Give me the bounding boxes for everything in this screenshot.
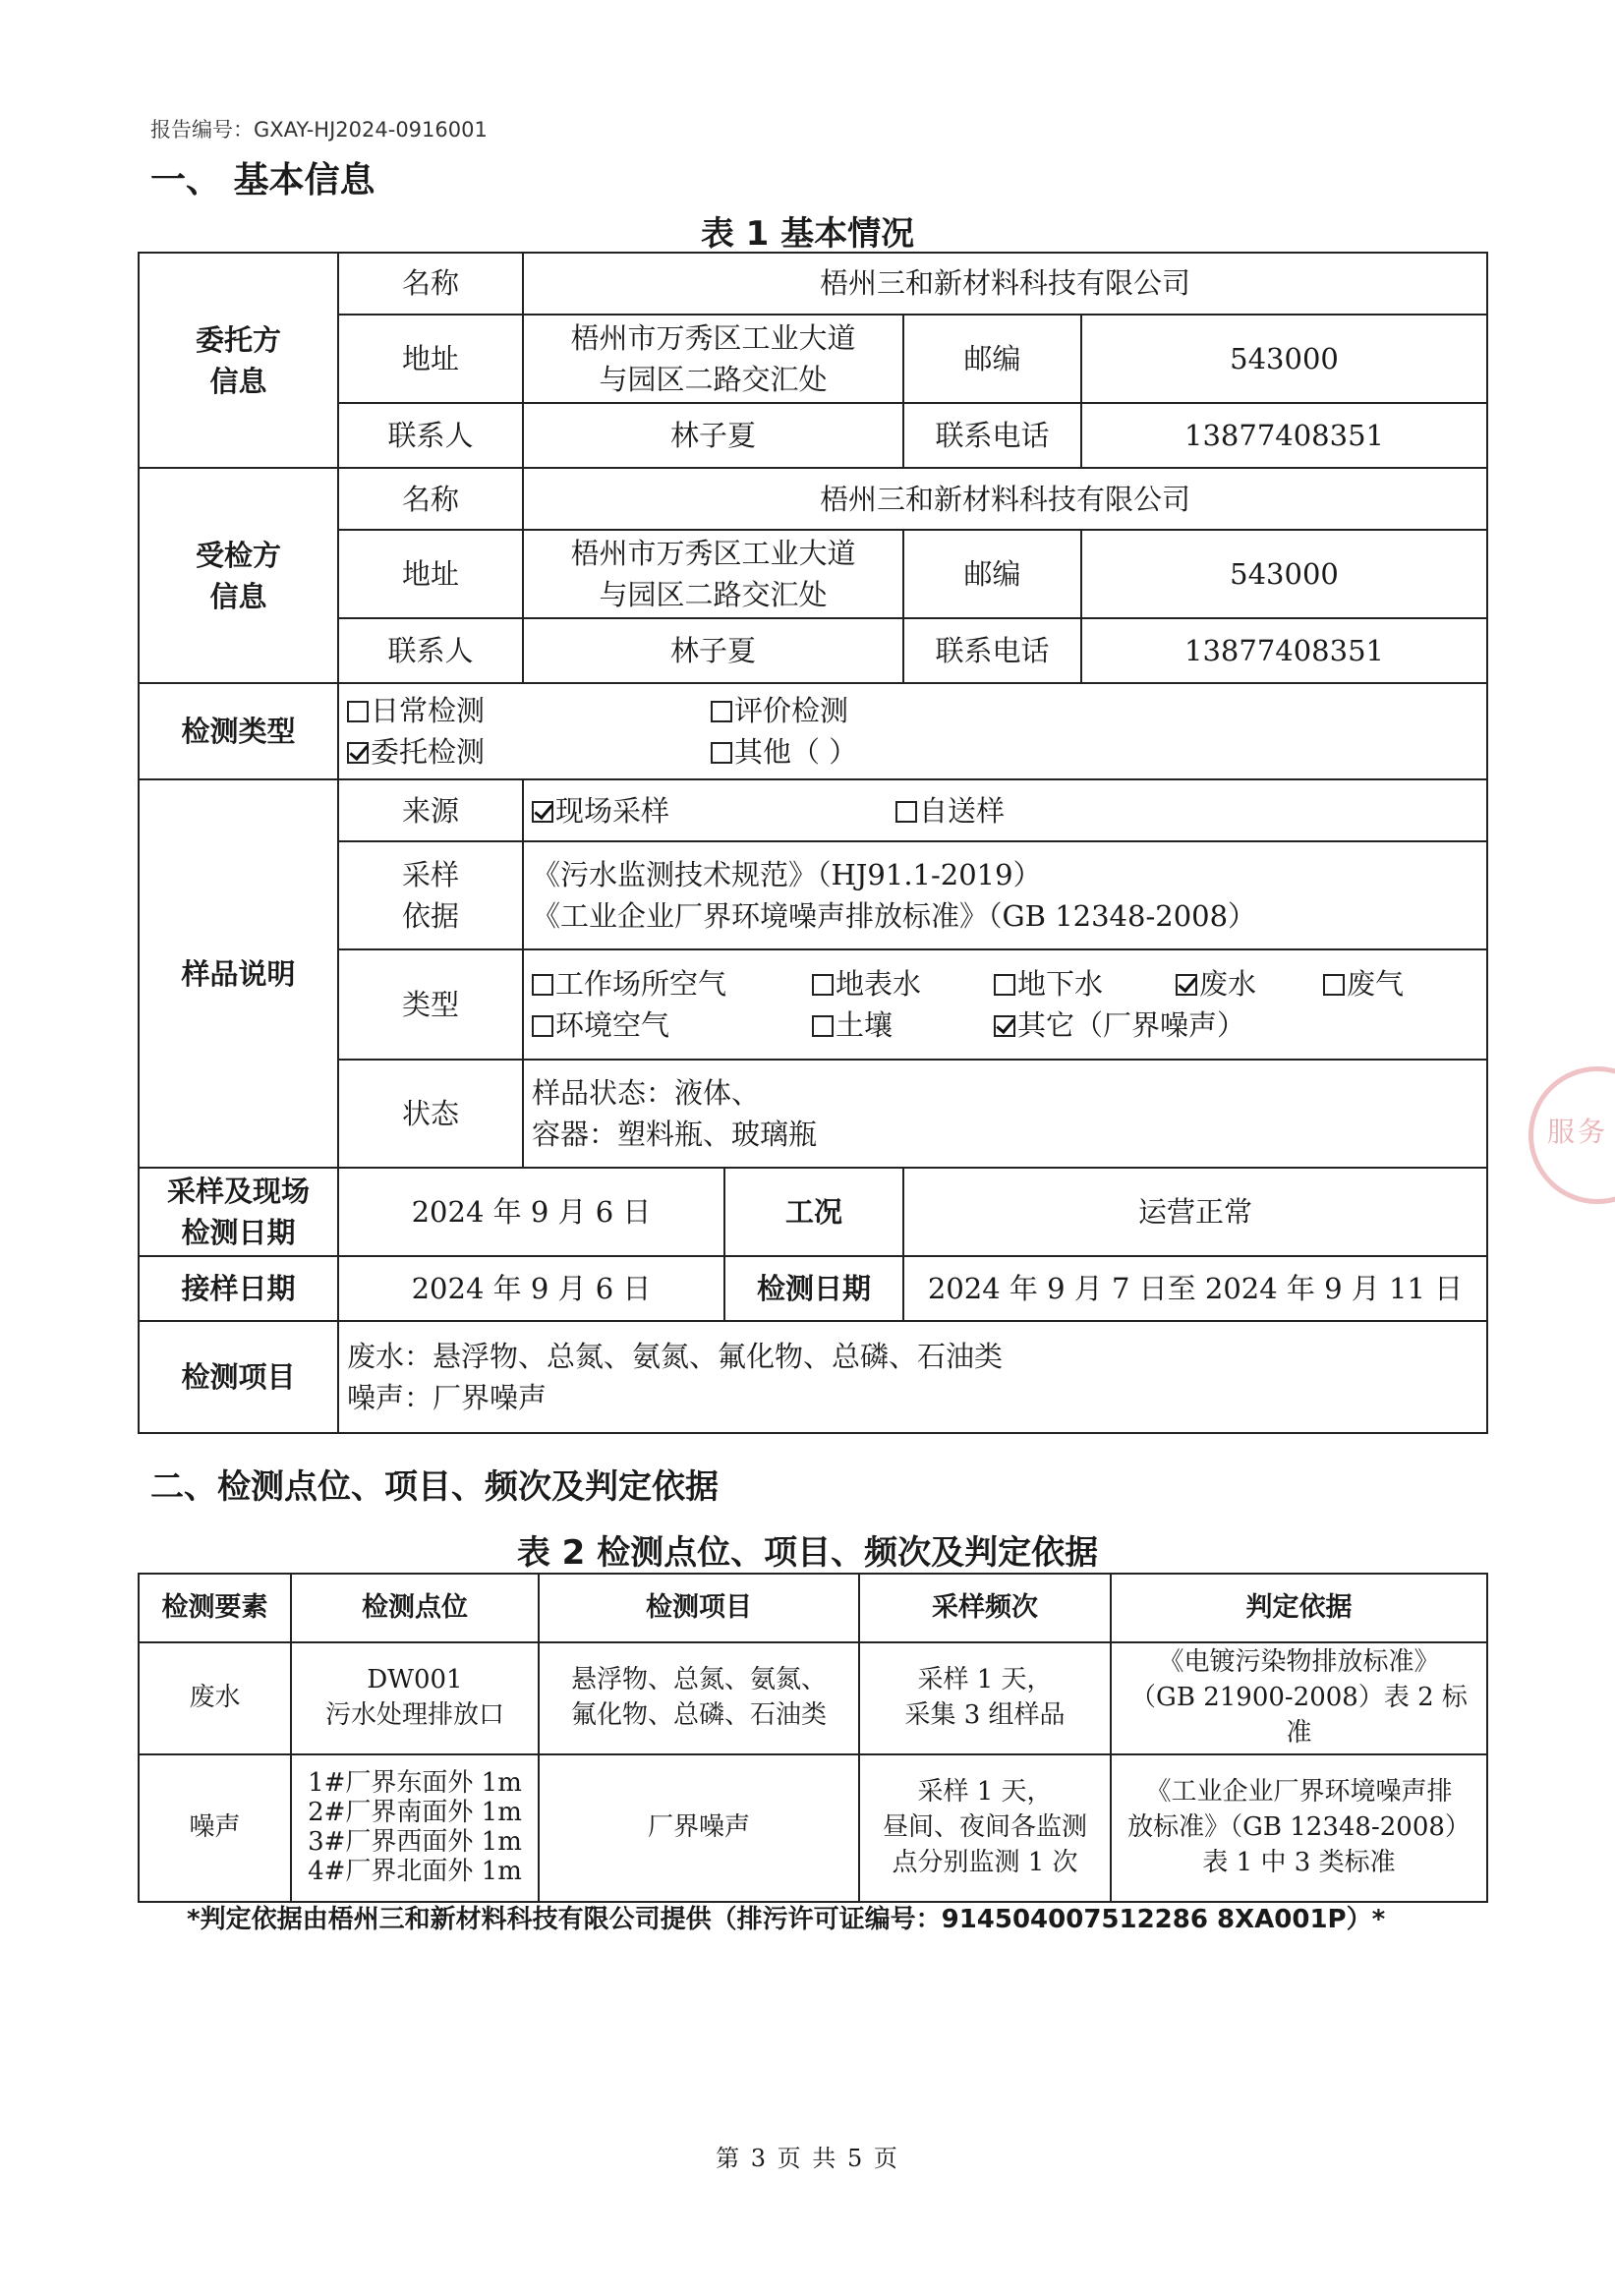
checkbox-icon — [994, 974, 1015, 996]
inspected-phone: 13877408351 — [1081, 618, 1487, 683]
type-option[interactable]: 土壤 — [812, 1004, 994, 1046]
checkbox-icon — [347, 742, 369, 764]
type-option[interactable]: 工作场所空气 — [532, 963, 812, 1004]
basis-cell: 《电镀污染物排放标准》 （GB 21900-2008）表 2 标准 — [1111, 1642, 1487, 1754]
sampling-date: 2024 年 9 月 6 日 — [338, 1168, 724, 1256]
element-cell: 噪声 — [139, 1754, 291, 1902]
report-number: 报告编号：GXAY-HJ2024-0916001 — [150, 118, 488, 142]
inspected-addr-label: 地址 — [338, 530, 523, 618]
test-date-label: 检测日期 — [724, 1256, 903, 1321]
basis-cell: 《工业企业厂界环境噪声排 放标准》（GB 12348-2008） 表 1 中 3 类标准 — [1111, 1754, 1487, 1902]
checkbox-icon — [812, 1015, 834, 1037]
checkbox-icon — [1176, 974, 1197, 996]
checkbox-icon — [532, 801, 553, 823]
test-date: 2024 年 9 月 7 日至 2024 年 9 月 11 日 — [903, 1256, 1487, 1321]
points-cell: 1#厂界东面外 1m 2#厂界南面外 1m 3#厂界西面外 1m 4#厂界北面外 1m — [291, 1754, 539, 1902]
column-header: 采样频次 — [859, 1574, 1111, 1642]
sample-label: 样品说明 — [139, 779, 338, 1168]
inspected-contact-label: 联系人 — [338, 618, 523, 683]
receive-date-label: 接样日期 — [139, 1256, 338, 1321]
test-type-options — [338, 683, 1487, 779]
items-cell: 悬浮物、总氮、氨氮、 氟化物、总磷、石油类 — [539, 1642, 859, 1754]
test-type-option[interactable]: 委托检测 — [347, 731, 711, 773]
sample-state: 样品状态：液体、 容器：塑料瓶、玻璃瓶 — [523, 1060, 1487, 1168]
table-row — [139, 1642, 1487, 1754]
column-header: 判定依据 — [1111, 1574, 1487, 1642]
client-contact-label: 联系人 — [338, 403, 523, 468]
checkbox-icon — [711, 742, 732, 764]
source-option[interactable]: 现场采样 — [532, 790, 895, 832]
client-phone-label: 联系电话 — [903, 403, 1081, 468]
client-zip-label: 邮编 — [903, 315, 1081, 403]
source-options — [523, 779, 1487, 841]
type-option[interactable]: 环境空气 — [532, 1004, 812, 1046]
checkbox-icon — [812, 974, 834, 996]
condition: 运营正常 — [903, 1168, 1487, 1256]
checkbox-icon — [532, 1015, 553, 1037]
client-name: 梧州三和新材料科技有限公司 — [523, 253, 1487, 315]
column-header: 检测点位 — [291, 1574, 539, 1642]
type-option[interactable]: 地下水 — [994, 963, 1176, 1004]
checkbox-icon — [994, 1015, 1015, 1037]
test-items: 废水：悬浮物、总氮、氨氮、氟化物、总磷、石油类 噪声：厂界噪声 — [338, 1321, 1487, 1433]
element-cell: 废水 — [139, 1642, 291, 1754]
inspected-name: 梧州三和新材料科技有限公司 — [523, 468, 1487, 530]
page-footer: 第 3 页 共 5 页 — [716, 2145, 899, 2172]
sampling-basis: 《污水监测技术规范》（HJ91.1-2019） 《工业企业厂界环境噪声排放标准》（GB 12348-2008） — [523, 841, 1487, 949]
inspected-phone-label: 联系电话 — [903, 618, 1081, 683]
test-type-label: 检测类型 — [139, 683, 338, 779]
inspected-zip-label: 邮编 — [903, 530, 1081, 618]
official-seal: 服务 — [1528, 1066, 1615, 1204]
inspected-address: 梧州市万秀区工业大道 与园区二路交汇处 — [523, 530, 903, 618]
type-option[interactable]: 废气 — [1323, 963, 1404, 1004]
basis-label: 采样 依据 — [338, 841, 523, 949]
checkbox-icon — [895, 801, 917, 823]
points-cell: DW001 污水处理排放口 — [291, 1642, 539, 1754]
type-option[interactable]: 其它（厂界噪声） — [994, 1004, 1245, 1046]
client-contact: 林子夏 — [523, 403, 903, 468]
table-row — [139, 1754, 1487, 1902]
inspected-name-label: 名称 — [338, 468, 523, 530]
type-option[interactable]: 废水 — [1176, 963, 1323, 1004]
test-items-label: 检测项目 — [139, 1321, 338, 1433]
test-type-option[interactable]: 其他（ ） — [711, 731, 857, 773]
checkbox-icon — [532, 974, 553, 996]
basis-note: *判定依据由梧州三和新材料科技有限公司提供（排污许可证编号：914504007512286 8XA001P）* — [187, 1905, 1386, 1934]
table-2-caption: 表 2 检测点位、项目、频次及判定依据 — [516, 1533, 1099, 1573]
sampling-date-label: 采样及现场 检测日期 — [139, 1168, 338, 1256]
test-type-option[interactable]: 评价检测 — [711, 690, 848, 731]
inspected-contact: 林子夏 — [523, 618, 903, 683]
frequency-cell: 采样 1 天， 昼间、夜间各监测 点分别监测 1 次 — [859, 1754, 1111, 1902]
client-phone: 13877408351 — [1081, 403, 1487, 468]
source-label: 来源 — [338, 779, 523, 841]
source-option[interactable]: 自送样 — [895, 790, 1005, 832]
test-type-option[interactable]: 日常检测 — [347, 690, 711, 731]
type-option[interactable]: 地表水 — [812, 963, 994, 1004]
client-address: 梧州市万秀区工业大道 与园区二路交汇处 — [523, 315, 903, 403]
receive-date: 2024 年 9 月 6 日 — [338, 1256, 724, 1321]
state-label: 状态 — [338, 1060, 523, 1168]
condition-label: 工况 — [724, 1168, 903, 1256]
type-label: 类型 — [338, 949, 523, 1060]
client-addr-label: 地址 — [338, 315, 523, 403]
section-2-heading: 二、检测点位、项目、频次及判定依据 — [150, 1467, 719, 1507]
column-header: 检测要素 — [139, 1574, 291, 1642]
basic-info-table — [138, 252, 1488, 1434]
section-1-heading: 一、 基本信息 — [150, 160, 375, 201]
client-zip: 543000 — [1081, 315, 1487, 403]
inspected-group-label: 受检方信息 — [139, 468, 338, 683]
client-group-label: 委托方信息 — [139, 253, 338, 468]
monitoring-table — [138, 1573, 1488, 1903]
checkbox-icon — [711, 701, 732, 722]
items-cell: 厂界噪声 — [539, 1754, 859, 1902]
checkbox-icon — [1323, 974, 1345, 996]
frequency-cell: 采样 1 天， 采集 3 组样品 — [859, 1642, 1111, 1754]
checkbox-icon — [347, 701, 369, 722]
inspected-zip: 543000 — [1081, 530, 1487, 618]
table-1-caption: 表 1 基本情况 — [700, 214, 915, 254]
column-header: 检测项目 — [539, 1574, 859, 1642]
type-options — [523, 949, 1487, 1060]
client-name-label: 名称 — [338, 253, 523, 315]
